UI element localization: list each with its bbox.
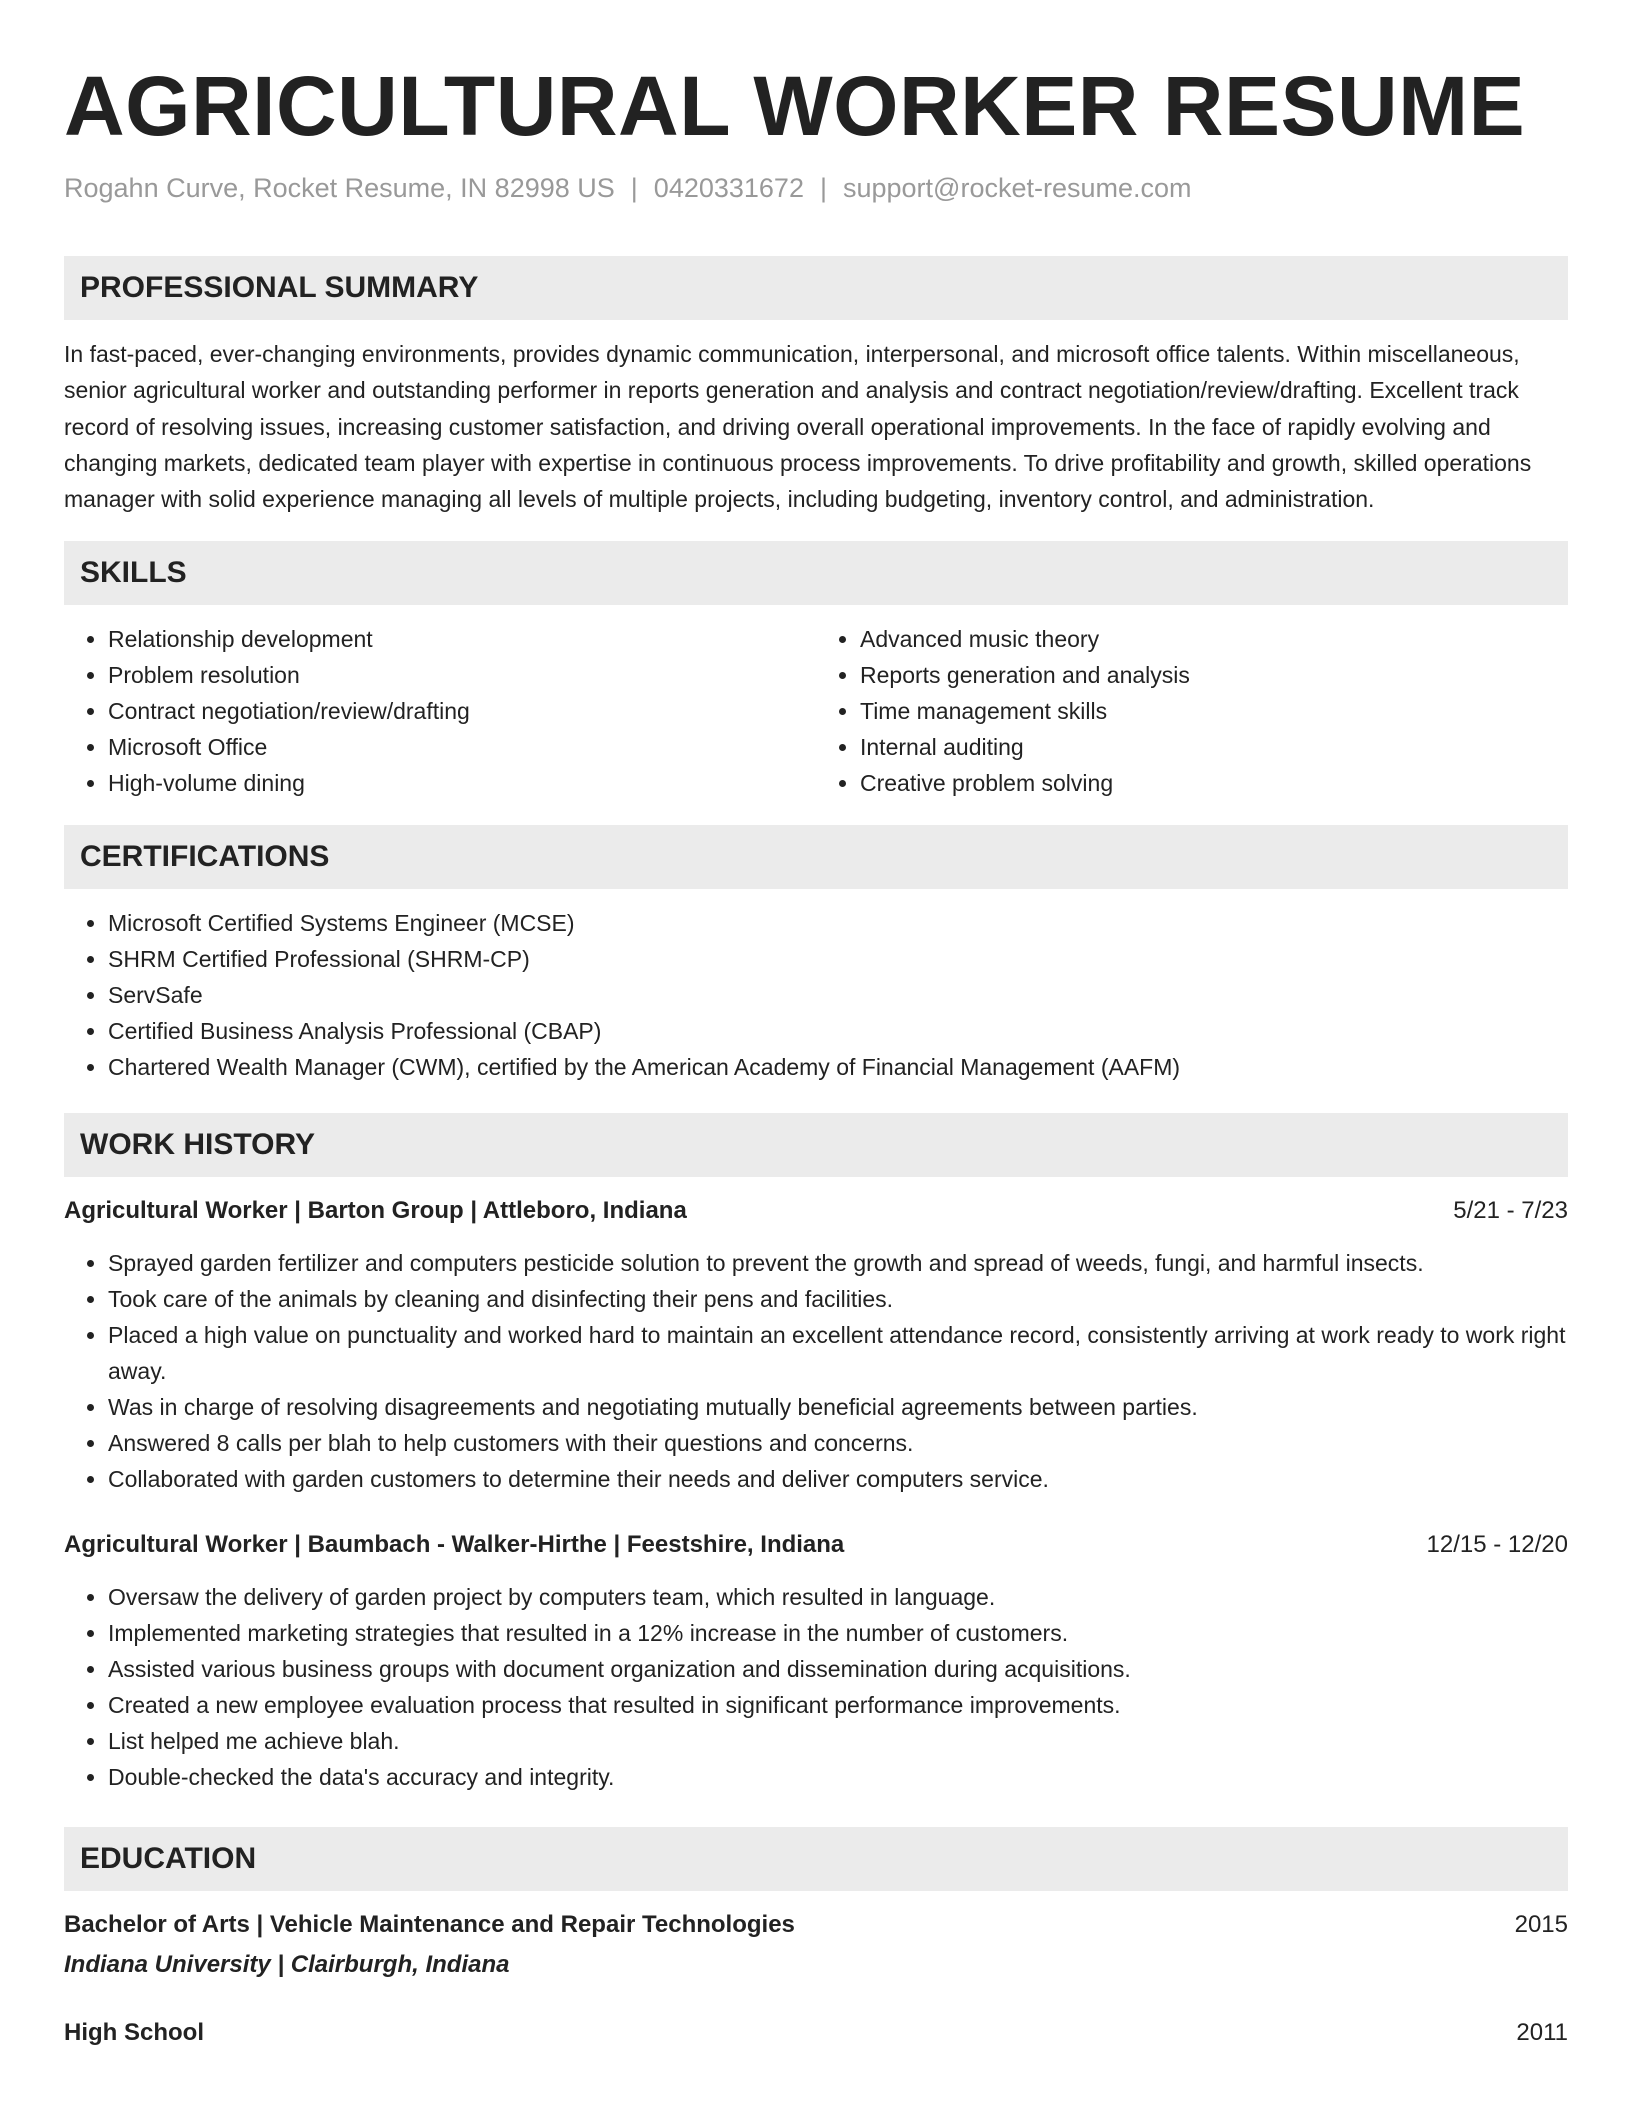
contact-separator: |: [630, 173, 638, 203]
contact-separator: |: [819, 173, 827, 203]
job-bullet: • Double-checked the data's accuracy and integrity.: [108, 1759, 1568, 1795]
certification-item: • ServSafe: [108, 977, 1568, 1013]
education-header: [64, 1907, 1568, 1943]
job-bullet: • Implemented marketing strategies that resulted in a 12% increase in the number of customers.: [108, 1615, 1568, 1651]
skill-item: • High-volume dining: [108, 765, 816, 801]
skill-item: • Relationship development: [108, 621, 816, 657]
education-degree: High School: [64, 2019, 204, 2047]
certification-item: • Chartered Wealth Manager (CWM), certified by the American Academy of Financial Management (AAFM): [108, 1049, 1568, 1085]
job-title: Agricultural Worker | Barton Group | Attleboro, Indiana: [64, 1197, 687, 1225]
certifications-list: [64, 905, 1568, 1085]
job-bullet: • Sprayed garden fertilizer and computers pesticide solution to prevent the growth and spread of weeds, fungi, and harmful insects.: [108, 1245, 1568, 1281]
section-header-work-history: WORK HISTORY: [64, 1113, 1568, 1177]
skills-column-right: [816, 621, 1568, 801]
education-year: 2011: [1516, 2019, 1568, 2047]
job-bullet: • Was in charge of resolving disagreements and negotiating mutually beneficial agreements between parties.: [108, 1389, 1568, 1425]
job-bullet: • Answered 8 calls per blah to help customers with their questions and concerns.: [108, 1425, 1568, 1461]
job-header: [64, 1527, 1568, 1563]
certification-item: • SHRM Certified Professional (SHRM-CP): [108, 941, 1568, 977]
job-bullet: • Placed a high value on punctuality and worked hard to maintain an excellent attendance record, consistently arriving at work ready to work right away.: [108, 1317, 1568, 1389]
resume-title: AGRICULTURAL WORKER RESUME: [64, 59, 1526, 153]
section-header-education: EDUCATION: [64, 1827, 1568, 1891]
education-header: [64, 2015, 1568, 2051]
job-entry: [64, 1527, 1568, 1795]
job-bullets: [64, 1245, 1568, 1497]
job-bullet: • Collaborated with garden customers to determine their needs and deliver computers service.: [108, 1461, 1568, 1497]
job-dates: 5/21 - 7/23: [1453, 1197, 1568, 1225]
job-title: Agricultural Worker | Baumbach - Walker-Hirthe | Feestshire, Indiana: [64, 1531, 845, 1559]
contact-phone: 0420331672: [653, 173, 804, 203]
education-year: 2015: [1514, 1911, 1568, 1939]
education-school: Indiana University | Clairburgh, Indiana: [64, 1951, 510, 1979]
skill-item: • Time management skills: [860, 693, 1568, 729]
education-entry: [64, 2015, 1568, 2051]
job-bullets: [64, 1579, 1568, 1795]
skill-item: • Reports generation and analysis: [860, 657, 1568, 693]
skill-item: • Problem resolution: [108, 657, 816, 693]
job-bullet: • List helped me achieve blah.: [108, 1723, 1568, 1759]
skills-list: [64, 621, 1568, 801]
job-bullet: • Oversaw the delivery of garden project by computers team, which resulted in language.: [108, 1579, 1568, 1615]
skill-item: • Microsoft Office: [108, 729, 816, 765]
job-header: [64, 1193, 1568, 1229]
contact-email: support@rocket-resume.com: [842, 173, 1192, 203]
skill-item: • Internal auditing: [860, 729, 1568, 765]
contact-line: [64, 170, 1568, 206]
job-dates: 12/15 - 12/20: [1426, 1531, 1568, 1559]
job-bullet: • Assisted various business groups with document organization and dissemination during acquisitions.: [108, 1651, 1568, 1687]
skill-item: • Contract negotiation/review/drafting: [108, 693, 816, 729]
skill-item: • Advanced music theory: [860, 621, 1568, 657]
section-header-certifications: CERTIFICATIONS: [64, 825, 1568, 889]
job-entry: [64, 1193, 1568, 1497]
education-degree: Bachelor of Arts | Vehicle Maintenance and Repair Technologies: [64, 1911, 795, 1939]
summary-text: In fast-paced, ever-changing environments, provides dynamic communication, interpersonal, and microsoft office talents. Within miscellaneous, senior agricultural worker and outstanding performer in reports generation and analysis and contract negotiation/review/drafting. Excellent track record of resolving issues, increasing customer satisfaction, and driving overall operational improvements. In the face of rapidly evolving and changing markets, dedicated team player with expertise in continuous process improvements. To drive profitability and growth, skilled operations manager with solid experience managing all levels of multiple projects, including budgeting, inventory control, and administration.: [64, 341, 1532, 513]
section-header-summary: PROFESSIONAL SUMMARY: [64, 256, 1568, 320]
certification-item: • Microsoft Certified Systems Engineer (MCSE): [108, 905, 1568, 941]
section-header-skills: SKILLS: [64, 541, 1568, 605]
certification-item: • Certified Business Analysis Professional (CBAP): [108, 1013, 1568, 1049]
skill-item: • Creative problem solving: [860, 765, 1568, 801]
job-bullet: • Created a new employee evaluation process that resulted in significant performance improvements.: [108, 1687, 1568, 1723]
skills-column-left: [64, 621, 816, 801]
education-entry: [64, 1907, 1568, 1983]
resume-page: [64, 0, 1568, 2051]
contact-address: Rogahn Curve, Rocket Resume, IN 82998 US: [64, 173, 615, 203]
job-bullet: • Took care of the animals by cleaning and disinfecting their pens and facilities.: [108, 1281, 1568, 1317]
